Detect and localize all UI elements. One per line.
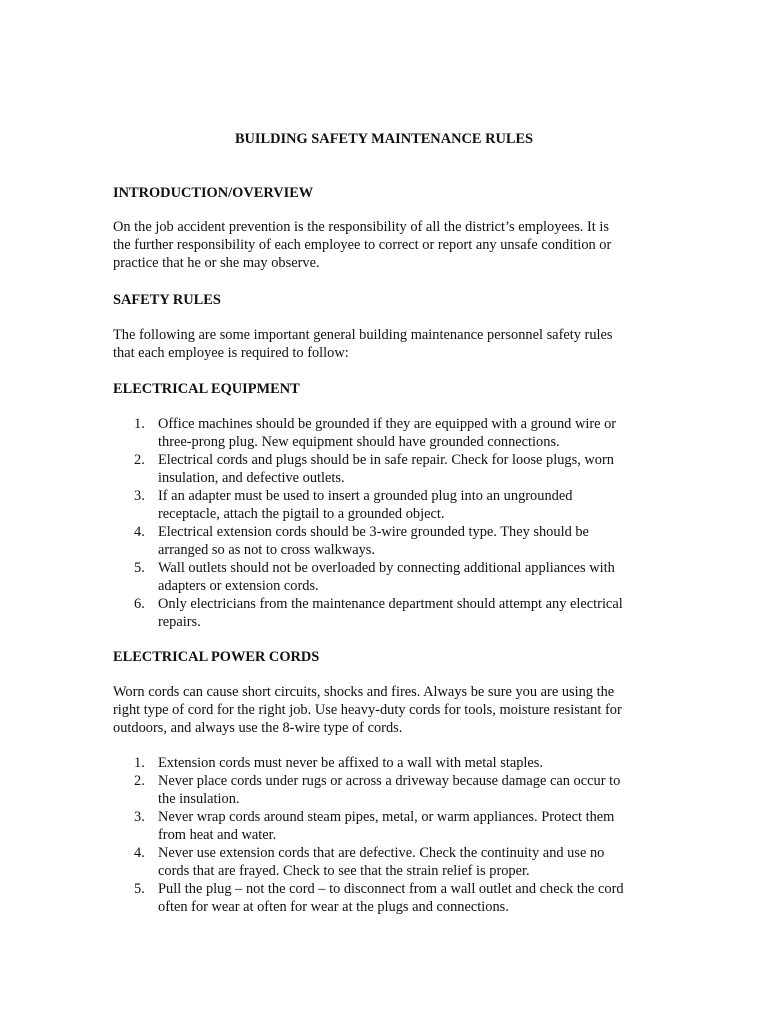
heading-electrical-power-cords: ELECTRICAL POWER CORDS xyxy=(113,649,320,665)
list-number: 4. xyxy=(134,845,145,861)
text-line: Never use extension cords that are defective. Check the continuity and use no xyxy=(158,845,605,861)
list-item xyxy=(113,559,658,595)
list-item xyxy=(113,844,658,880)
text-line: cords that are frayed. Check to see that the strain relief is proper. xyxy=(158,863,530,879)
text-line: from heat and water. xyxy=(158,827,277,843)
electrical-equipment-list xyxy=(113,415,658,631)
text-line: the insulation. xyxy=(158,791,240,807)
text-line: Electrical extension cords should be 3-wire grounded type. They should be xyxy=(158,524,589,540)
text-line: Only electricians from the maintenance department should attempt any electrical xyxy=(158,596,623,612)
list-item xyxy=(113,754,658,772)
list-number: 5. xyxy=(134,560,145,576)
text-line: the further responsibility of each employee to correct or report any unsafe condition or xyxy=(113,237,612,253)
text-line: repairs. xyxy=(158,614,201,630)
heading-electrical-equipment: ELECTRICAL EQUIPMENT xyxy=(113,381,300,397)
document-title: BUILDING SAFETY MAINTENANCE RULES xyxy=(234,131,534,147)
list-number: 1. xyxy=(134,755,145,771)
heading-safety-rules: SAFETY RULES xyxy=(113,292,221,308)
list-number: 4. xyxy=(134,524,145,540)
safety-paragraph xyxy=(113,326,658,362)
text-line: Wall outlets should not be overloaded by connecting additional appliances with xyxy=(158,560,615,576)
list-item xyxy=(113,880,658,916)
list-number: 2. xyxy=(134,452,145,468)
text-line: The following are some important general building maintenance personnel safety rules xyxy=(113,327,613,343)
text-line: outdoors, and always use the 8-wire type of cords. xyxy=(113,720,403,736)
text-line: practice that he or she may observe. xyxy=(113,255,320,271)
text-line: Extension cords must never be affixed to a wall with metal staples. xyxy=(158,755,543,771)
text-line: On the job accident prevention is the responsibility of all the district’s employees. It is xyxy=(113,219,609,235)
text-line: arranged so as not to cross walkways. xyxy=(158,542,376,558)
text-line: adapters or extension cords. xyxy=(158,578,319,594)
text-line: three-prong plug. New equipment should have grounded connections. xyxy=(158,434,560,450)
text-line: If an adapter must be used to insert a grounded plug into an ungrounded xyxy=(158,488,573,504)
list-number: 5. xyxy=(134,881,145,897)
text-line: Worn cords can cause short circuits, shocks and fires. Always be sure you are using the xyxy=(113,684,615,700)
list-item xyxy=(113,523,658,559)
list-item xyxy=(113,595,658,631)
intro-paragraph xyxy=(113,218,658,272)
list-number: 3. xyxy=(134,809,145,825)
heading-introduction: INTRODUCTION/OVERVIEW xyxy=(113,185,314,201)
power-cords-paragraph xyxy=(113,683,658,737)
list-item xyxy=(113,487,658,523)
list-number: 3. xyxy=(134,488,145,504)
text-line: receptacle, attach the pigtail to a grounded object. xyxy=(158,506,445,522)
text-line: Never wrap cords around steam pipes, metal, or warm appliances. Protect them xyxy=(158,809,615,825)
text-line: Electrical cords and plugs should be in safe repair. Check for loose plugs, worn xyxy=(158,452,614,468)
text-line: that each employee is required to follow: xyxy=(113,345,349,361)
power-cords-list xyxy=(113,754,658,916)
list-number: 2. xyxy=(134,773,145,789)
list-item xyxy=(113,772,658,808)
text-line: often for wear at often for wear at the plugs and connections. xyxy=(158,899,509,915)
text-line: Never place cords under rugs or across a driveway because damage can occur to xyxy=(158,773,621,789)
list-item xyxy=(113,415,658,451)
list-number: 1. xyxy=(134,416,145,432)
list-number: 6. xyxy=(134,596,145,612)
text-line: Office machines should be grounded if they are equipped with a ground wire or xyxy=(158,416,617,432)
list-item xyxy=(113,808,658,844)
text-line: insulation, and defective outlets. xyxy=(158,470,345,486)
text-line: Pull the plug – not the cord – to disconnect from a wall outlet and check the cord xyxy=(158,881,624,897)
text-line: right type of cord for the right job. Use heavy-duty cords for tools, moisture resistant for xyxy=(113,702,622,718)
list-item xyxy=(113,451,658,487)
